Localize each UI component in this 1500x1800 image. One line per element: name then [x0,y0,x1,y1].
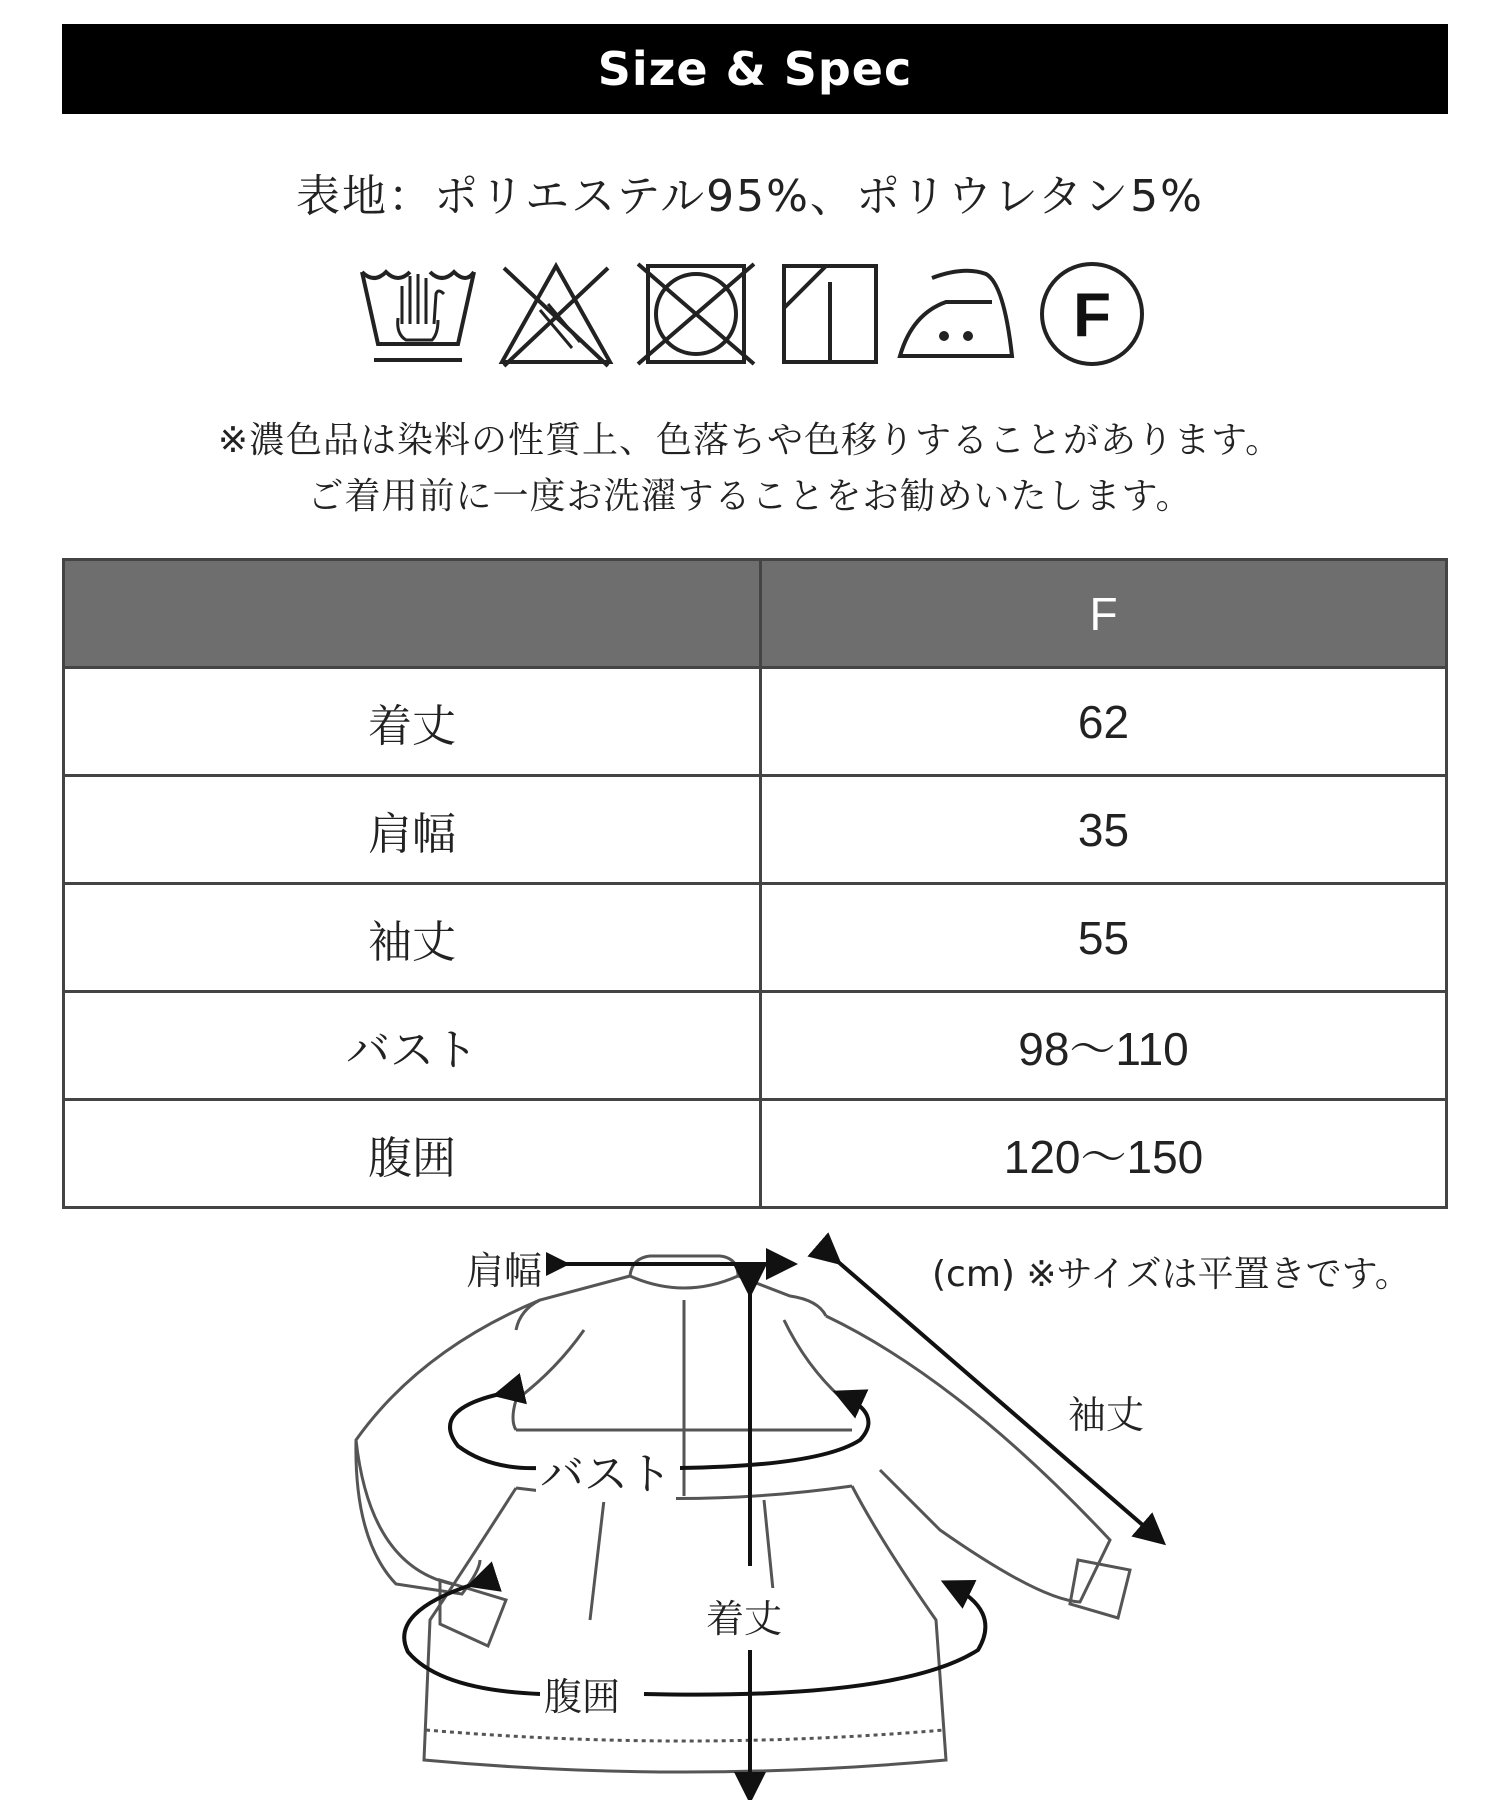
table-header-row [64,560,1447,668]
row-label: 着丈 [64,668,761,776]
row-label: 袖丈 [64,884,761,992]
row-value: 120〜150 [761,1100,1447,1208]
dry-clean-letter: F [1073,281,1111,350]
care-note-line1: ※濃色品は染料の性質上、色落ちや色移りすることがあります。 [217,420,1283,461]
unit-note: (cm) ※サイズは平置きです。 [932,1254,1411,1295]
section-title: Size & Spec [597,42,913,96]
diagram-label-shoulder: 肩幅 [462,1240,546,1295]
diagram-label-sleeve: 袖丈 [1064,1384,1148,1439]
dry-clean-f-icon [1036,258,1148,370]
row-label: バスト [64,992,761,1100]
diagram-label-bust: バスト [536,1438,676,1502]
line-dry-shade-icon [780,258,880,370]
material-composition: 表地：ポリエステル95%、ポリウレタン5% [296,171,1204,222]
table-row [64,992,1447,1100]
diagram-label-hip: 腹囲 [540,1666,624,1721]
row-value: 55 [761,884,1447,992]
row-value: 35 [761,776,1447,884]
table-row [64,884,1447,992]
row-label: 腹囲 [64,1100,761,1208]
row-label: 肩幅 [64,776,761,884]
size-table [62,558,1448,1209]
care-symbols [356,258,1146,374]
section-header [62,24,1448,114]
diagram-label-length: 着丈 [702,1588,786,1643]
no-bleach-icon [494,258,618,370]
hip-arrow-right [644,1584,985,1695]
no-tumble-dry-icon [634,258,758,370]
table-row [64,776,1447,884]
iron-medium-icon [894,258,1020,370]
row-value: 62 [761,668,1447,776]
table-header-blank [64,560,761,668]
table-row [64,1100,1447,1208]
garment-diagram [0,1220,1500,1800]
care-note-line2: ご着用前に一度お洗濯することをお勧めいたします。 [307,476,1193,517]
table-header-size: F [761,560,1447,668]
row-value: 98〜110 [761,992,1447,1100]
hand-wash-icon [356,258,480,370]
table-row [64,668,1447,776]
